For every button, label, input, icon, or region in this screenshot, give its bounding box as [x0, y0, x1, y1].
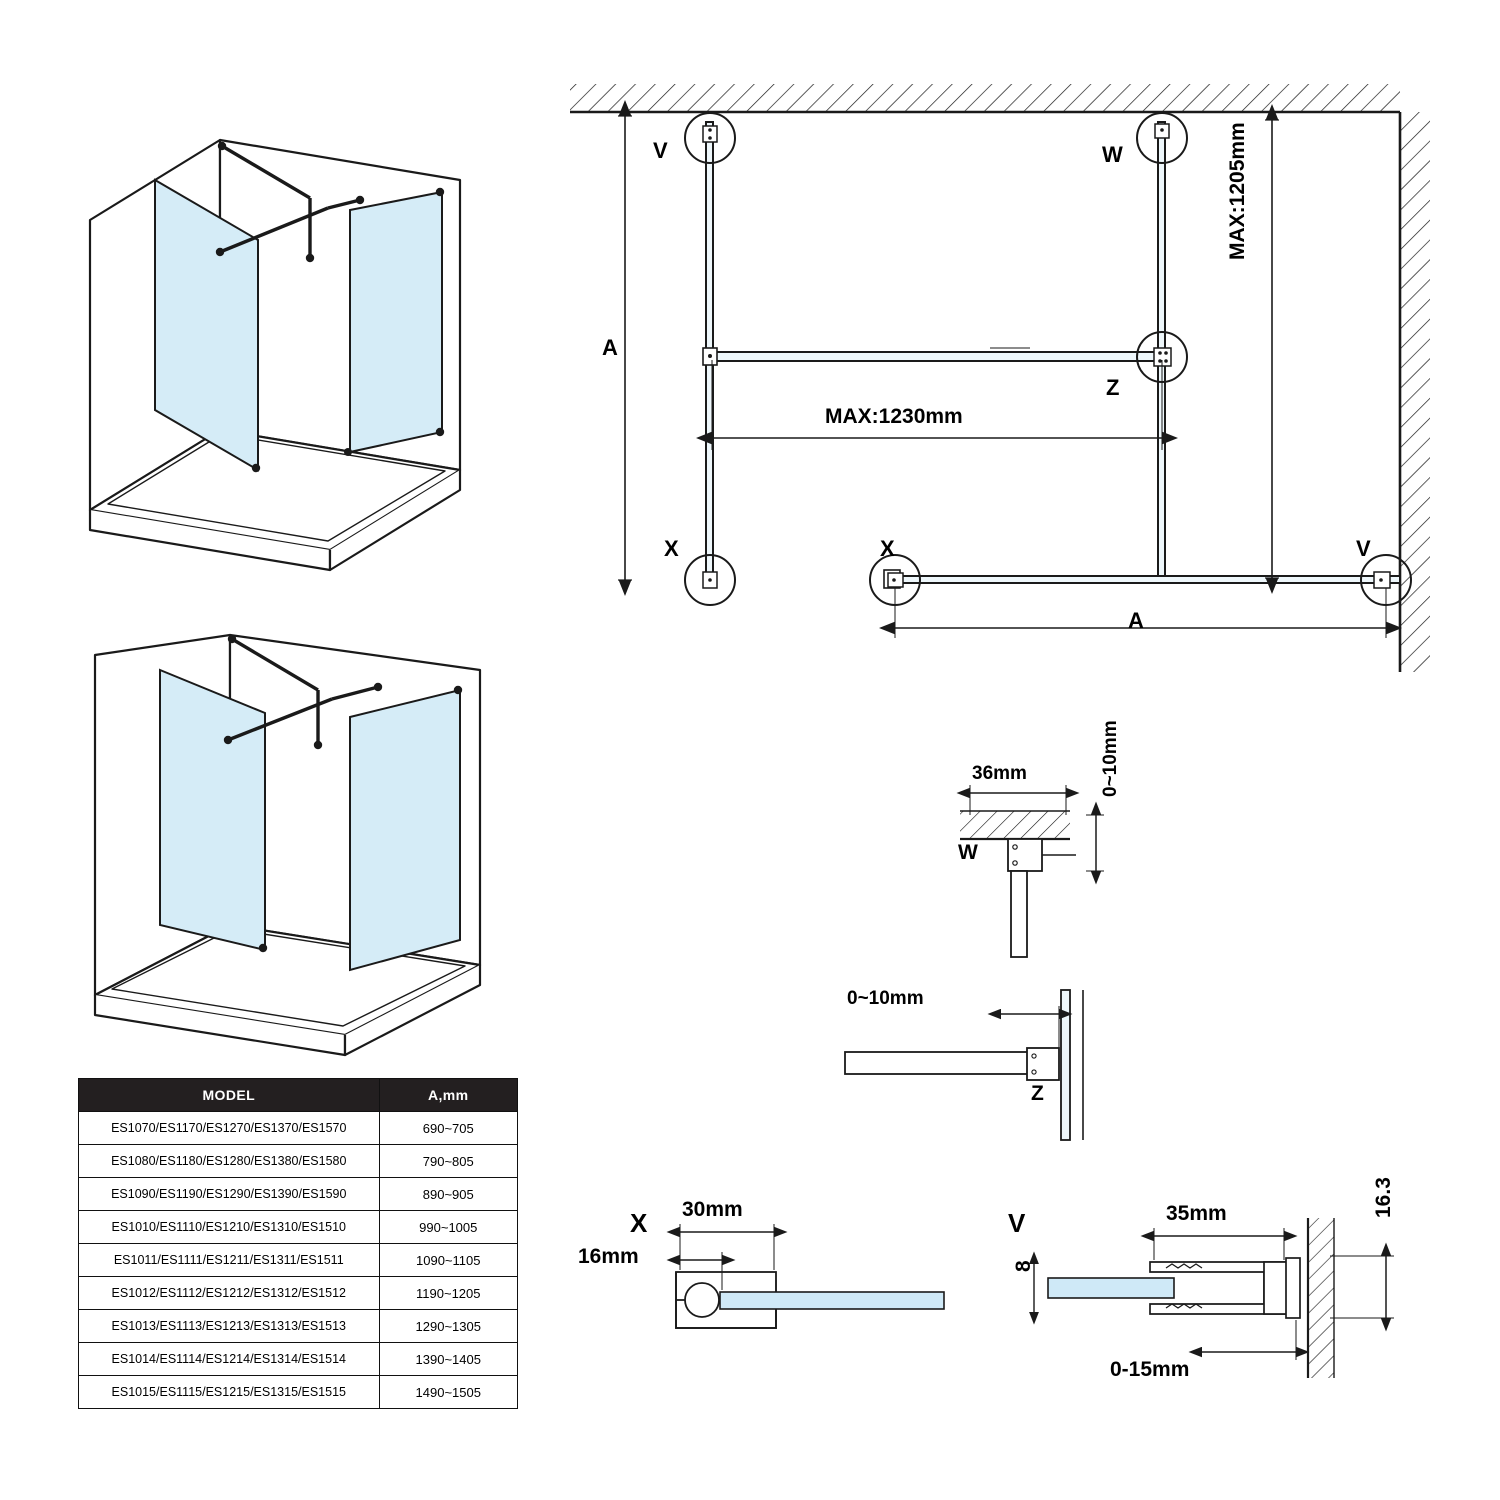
plan-callout-v-right: V: [1356, 536, 1371, 561]
detail-w-dim-width: 36mm: [972, 763, 1027, 784]
plan-dim-a-vertical: A: [602, 335, 618, 360]
plan-dim-max-depth: MAX:1205mm: [1226, 122, 1249, 260]
cell-model: ES1070/ES1170/ES1270/ES1370/ES1570: [79, 1112, 380, 1145]
cell-a: 1190~1205: [379, 1277, 517, 1310]
detail-x: [578, 1190, 980, 1360]
detail-v-dim-adjust: 0-15mm: [1110, 1358, 1190, 1381]
cell-model: ES1011/ES1111/ES1211/ES1311/ES1511: [79, 1244, 380, 1277]
detail-v-label: V: [1008, 1208, 1026, 1238]
iso-view-top: [60, 80, 500, 560]
detail-z: [805, 990, 1205, 1140]
plan-callout-x-left: X: [664, 536, 679, 561]
table-row: [79, 1112, 518, 1145]
cell-model: ES1015/ES1115/ES1215/ES1315/ES1515: [79, 1376, 380, 1409]
model-spec-table: [78, 1078, 518, 1409]
cell-model: ES1090/ES1190/ES1290/ES1390/ES1590: [79, 1178, 380, 1211]
table-row: [79, 1178, 518, 1211]
detail-v-dim-height: 16.3: [1372, 1177, 1395, 1218]
iso-view-bottom: [60, 595, 520, 1065]
table-row: [79, 1277, 518, 1310]
detail-w-dim-adjust: 0~10mm: [1100, 720, 1121, 797]
detail-z-label: Z: [1031, 1082, 1044, 1105]
table-row: [79, 1310, 518, 1343]
cell-model: ES1013/ES1113/ES1213/ES1313/ES1513: [79, 1310, 380, 1343]
plan-view: [560, 60, 1460, 680]
cell-a: 1090~1105: [379, 1244, 517, 1277]
detail-x-dim-inner: 16mm: [578, 1245, 639, 1268]
cell-a: 890~905: [379, 1178, 517, 1211]
cell-a: 1290~1305: [379, 1310, 517, 1343]
table-row: [79, 1145, 518, 1178]
col-header-model: MODEL: [79, 1079, 380, 1112]
detail-x-dim-outer: 30mm: [682, 1198, 743, 1221]
cell-a: 790~805: [379, 1145, 517, 1178]
table-row: [79, 1376, 518, 1409]
plan-dim-max-width: MAX:1230mm: [825, 405, 963, 428]
cell-model: ES1080/ES1180/ES1280/ES1380/ES1580: [79, 1145, 380, 1178]
cell-model: ES1012/ES1112/ES1212/ES1312/ES1512: [79, 1277, 380, 1310]
plan-dim-a-horizontal: A: [1128, 608, 1144, 633]
table-row: [79, 1244, 518, 1277]
plan-callout-v-top: V: [653, 138, 668, 163]
table-row: [79, 1211, 518, 1244]
col-header-a: A,mm: [379, 1079, 517, 1112]
cell-a: 1390~1405: [379, 1343, 517, 1376]
detail-v-dim-glass: 8: [1012, 1260, 1035, 1272]
cell-a: 1490~1505: [379, 1376, 517, 1409]
table-row: [79, 1343, 518, 1376]
detail-w: [900, 720, 1250, 975]
cell-model: ES1010/ES1110/ES1210/ES1310/ES1510: [79, 1211, 380, 1244]
detail-x-label: X: [630, 1208, 648, 1238]
plan-callout-z: Z: [1106, 375, 1120, 400]
table-header-row: [79, 1079, 518, 1112]
cell-a: 690~705: [379, 1112, 517, 1145]
plan-callout-w: W: [1102, 142, 1123, 167]
detail-w-label: W: [958, 841, 978, 864]
detail-v-dim-profile: 35mm: [1166, 1202, 1227, 1225]
cell-a: 990~1005: [379, 1211, 517, 1244]
detail-v: [990, 1177, 1430, 1390]
plan-callout-x-bottom: X: [880, 536, 895, 561]
cell-model: ES1014/ES1114/ES1214/ES1314/ES1514: [79, 1343, 380, 1376]
detail-z-dim-adjust: 0~10mm: [847, 988, 924, 1009]
